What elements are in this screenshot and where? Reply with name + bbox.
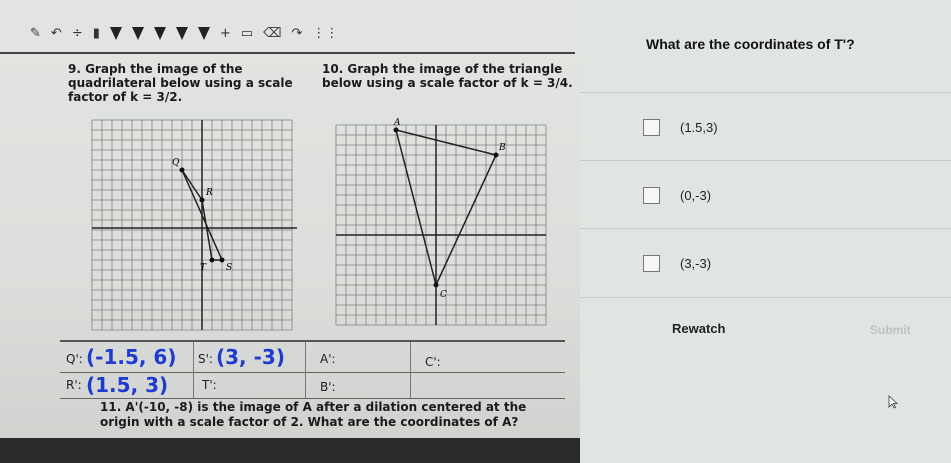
r-prime-answer: (1.5, 3)	[86, 373, 169, 397]
vertex-b-label: B	[499, 143, 506, 153]
r-prime-label: R':	[66, 378, 82, 392]
mouse-cursor-icon	[888, 395, 898, 409]
marker-icon[interactable]	[132, 27, 144, 40]
option-label: (3,-3)	[680, 255, 712, 271]
quiz-panel	[580, 0, 951, 463]
table-row-divider	[60, 398, 565, 399]
marker-icon[interactable]	[110, 27, 122, 40]
coordinate-grid-9	[92, 120, 292, 330]
b-prime-label: B':	[320, 380, 336, 394]
grid-icon[interactable]: ⋮⋮	[312, 25, 339, 41]
problem-9-text: 9. Graph the image of the quadrilateral below using a scale factor of k = 3/2.	[68, 62, 293, 104]
vertex-c-label: C	[440, 290, 447, 300]
submit-button[interactable]: Submit	[870, 323, 911, 337]
undo-icon[interactable]: ↶	[50, 25, 62, 41]
vertex-s-label: S	[226, 263, 233, 273]
marker-icon[interactable]	[198, 27, 210, 40]
question-text: What are the coordinates of T'?	[646, 36, 855, 52]
redo-icon[interactable]: ↷	[291, 25, 303, 41]
coordinate-grid-10	[336, 118, 546, 325]
answer-option[interactable]	[580, 228, 951, 298]
a-prime-label: A':	[320, 352, 336, 366]
table-col-divider	[305, 342, 306, 398]
marker-icon[interactable]	[154, 27, 166, 40]
s-prime-label: S':	[198, 352, 213, 366]
answer-option[interactable]	[580, 160, 951, 229]
vertex-q-label: Q	[172, 158, 180, 168]
plus-icon[interactable]: +	[219, 25, 231, 41]
table-col-divider	[410, 342, 411, 398]
vertex-r-label: R	[206, 188, 213, 198]
t-prime-label: T':	[202, 378, 217, 392]
divider	[0, 52, 575, 54]
pen-tool-icon[interactable]: ✎	[30, 25, 41, 41]
q-prime-label: Q':	[66, 352, 83, 366]
rewatch-button[interactable]: Rewatch	[672, 321, 726, 336]
problem-10-text: 10. Graph the image of the triangle below using a scale factor of k = 3/4.	[322, 62, 573, 90]
checkbox[interactable]	[643, 119, 660, 136]
pen-toolbar	[0, 20, 605, 46]
vertex-t-label: T	[200, 263, 207, 273]
table-col-divider	[193, 342, 194, 398]
divide-icon[interactable]: ÷	[71, 25, 83, 41]
eraser-icon[interactable]: ⌫	[263, 25, 282, 41]
marker-icon[interactable]	[176, 27, 188, 40]
option-label: (1.5,3)	[680, 119, 718, 135]
s-prime-answer: (3, -3)	[216, 345, 285, 369]
option-label: (0,-3)	[680, 187, 712, 203]
problem-11-text: 11. A'(-10, -8) is the image of A after a dilation centered at the origin with a scale factor of 2. What are the coordinates of A?	[100, 400, 527, 429]
checkbox[interactable]	[643, 187, 660, 204]
shape-icon[interactable]: ▭	[240, 25, 254, 41]
c-prime-label: C':	[425, 355, 441, 369]
photo-edge	[0, 438, 580, 463]
checkbox[interactable]	[643, 255, 660, 272]
highlighter-icon[interactable]: ▮	[92, 25, 100, 41]
q-prime-answer: (-1.5, 6)	[86, 345, 177, 369]
vertex-a-label: A	[394, 118, 401, 128]
answer-option[interactable]	[580, 92, 951, 161]
